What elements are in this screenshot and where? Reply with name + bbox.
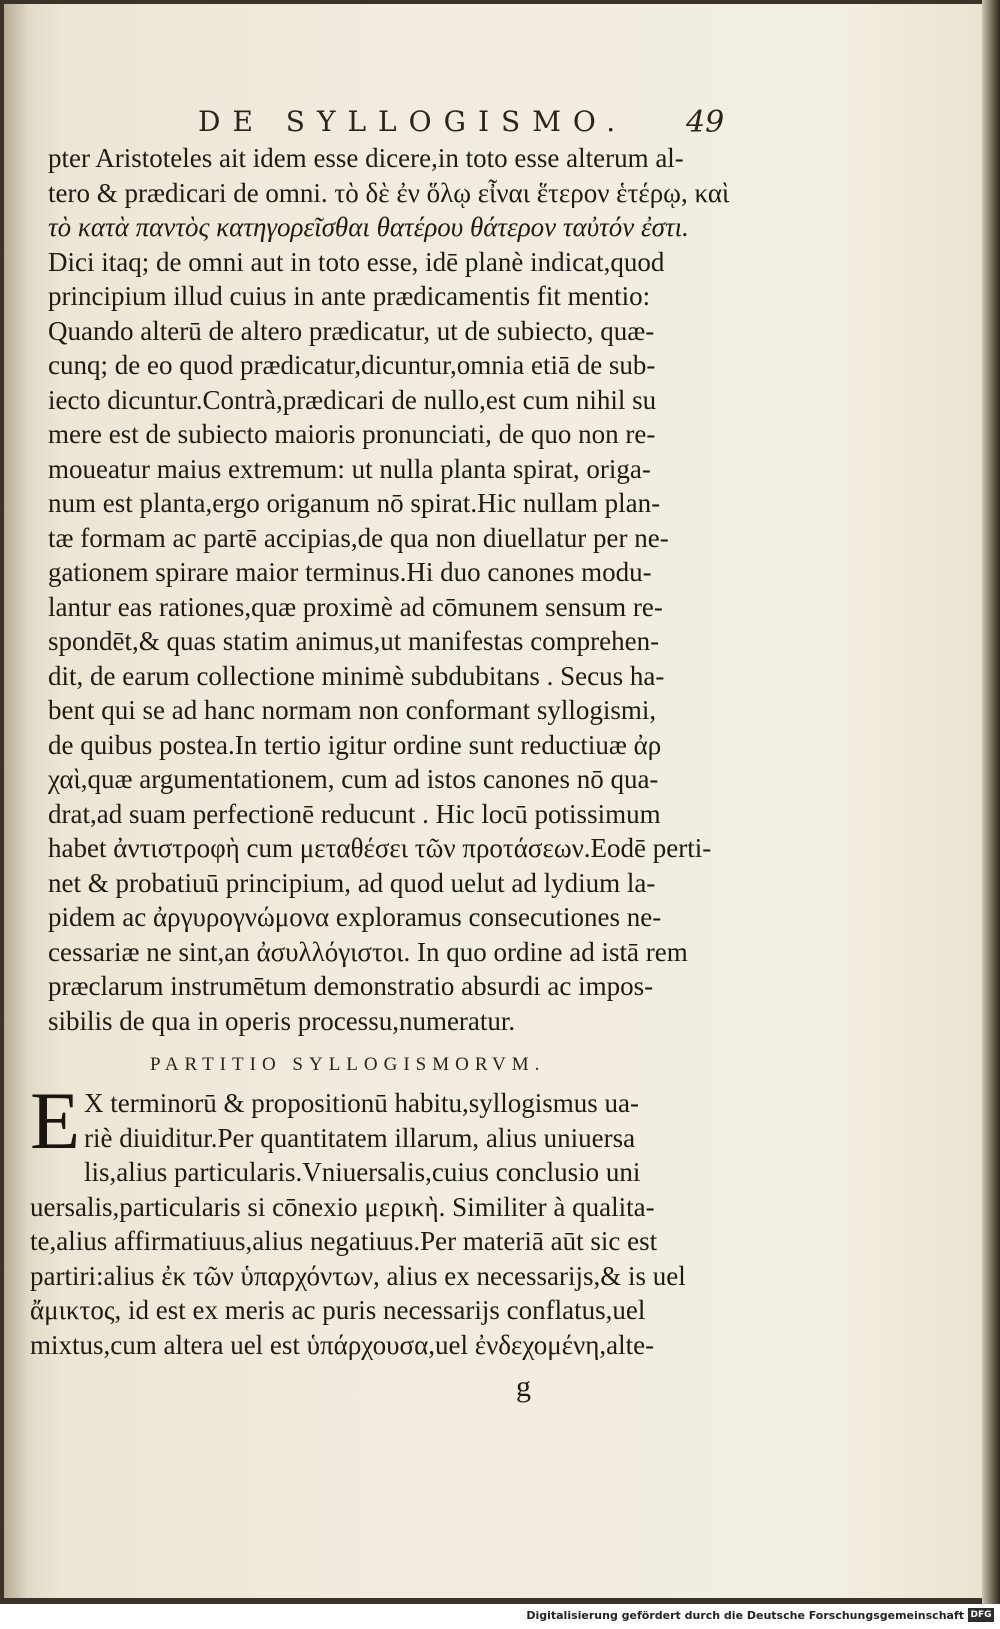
text-line: riè diuiditur.Per quantitatem illarum, alius uniuersa [84, 1122, 636, 1153]
text-line: moueatur maius extremum: ut nulla planta spirat, origa- [48, 453, 651, 484]
paragraph-1 [48, 141, 728, 1038]
text-line: pter Aristoteles ait idem esse dicere,in toto esse alterum al- [48, 143, 684, 173]
spine-shadow [4, 4, 28, 1598]
text-line: iecto dicuntur.Contrà,prædicari de nullo,est cum nihil su [48, 384, 657, 415]
text-line: de quibus postea.In tertio igitur ordine sunt reductiuæ ἀρ [48, 729, 662, 760]
page-edge [982, 0, 1000, 1604]
text-line: mixtus,cum altera uel est ὑπάρχουσα,uel ἐνδεχομένη,alte- [30, 1329, 655, 1360]
text-line: tero & prædicari de omni. τὸ δὲ ἐν ὅλῳ εἶναι ἕτερον ἑτέρῳ, καὶ [48, 177, 730, 208]
funding-credit: Digitalisierung gefördert durch die Deutsche Forschungsgemeinschaft [526, 1609, 964, 1622]
text-line: Quando alterū de altero prædicatur, ut de subiecto, quæ- [48, 315, 655, 346]
page-number: 49 [686, 105, 725, 140]
text-line: gationem spirare maior terminus.Hi duo canones modu- [48, 557, 652, 587]
text-line: bent qui se ad hanc normam non conformant syllogismi, [48, 695, 657, 725]
text-line: χαὶ,quæ argumentationem, cum ad istos canones nō qua- [48, 764, 659, 794]
text-line: spondēt,& quas statim animus,ut manifestas comprehen- [48, 626, 660, 656]
running-head: DE SYLLOGISMO. [198, 105, 628, 138]
drop-cap: E [30, 1075, 81, 1166]
signature-mark: g [516, 1370, 531, 1403]
text-line: Dici itaq; de omni aut in toto esse, idē planè indicat,quod [48, 246, 665, 277]
text-line: ἄμικτος, id est ex meris ac puris necessarijs conflatus,uel [30, 1295, 646, 1325]
text-line: dit, de earum collectione minimè subdubitans . Secus ha- [48, 660, 665, 691]
text-line: X terminorū & propositionū habitu,syllogismus ua- [84, 1088, 639, 1118]
text-line: sibilis de qua in operis processu,numeratur. [48, 1005, 516, 1036]
section-heading: PARTITIO SYLLOGISMORVM. [150, 1054, 546, 1075]
text-line: tæ formam ac partē accipias,de qua non diuellatur per ne- [48, 522, 669, 553]
text-line: drat,ad suam perfectionē reducunt . Hic locū potissimum [48, 798, 661, 829]
text-line: net & probatiuū principium, ad quod uelut ad lydium la- [48, 867, 656, 898]
dfg-logo: DFG [968, 1608, 994, 1622]
text-line: principium illud cuius in ante prædicamentis fit mentio: [48, 281, 651, 311]
text-line: cessariæ ne sint,an ἀσυλλόγιστοι. In quo ordine ad istā rem [48, 936, 688, 967]
greek-text-line: τὸ κατὰ παντὸς κατηγορεῖσθαι θατέρου θάτερον ταὐτόν ἐστι. [48, 212, 689, 242]
text-line: præclarum instrumētum demonstratio absurdi ac impos- [48, 971, 654, 1001]
text-line: partiri:alius ἐκ τῶν ὑπαρχόντων, alius ex necessarijs,& is uel [30, 1260, 686, 1291]
text-line: cunq; de eo quod prædicatur,dicuntur,omnia etiā de sub- [48, 350, 656, 380]
text-line: mere est de subiecto maioris pronunciati, de quo non re- [48, 419, 656, 449]
text-line: te,alius affirmatiuus,alius negatiuus.Per materiā aūt sic est [30, 1226, 658, 1256]
text-line: pidem ac ἀργυρογνώμονα exploramus consecutiones ne- [48, 902, 662, 932]
text-line: habet ἀντιστροφὴ cum μεταθέσει τῶν προτάσεων.Eodē perti- [48, 833, 712, 863]
text-line: uersalis,particularis si cōnexio μερικὴ. Similiter à qualita- [30, 1191, 655, 1222]
text-line: num est planta,ergo origanum nō spirat.Hic nullam plan- [48, 488, 661, 518]
text-line: lis,alius particularis.Vniuersalis,cuius conclusio uni [84, 1157, 641, 1187]
paragraph-2 [30, 1075, 730, 1362]
text-line: lantur eas rationes,quæ proximè ad cōmunem sensum re- [48, 591, 663, 622]
